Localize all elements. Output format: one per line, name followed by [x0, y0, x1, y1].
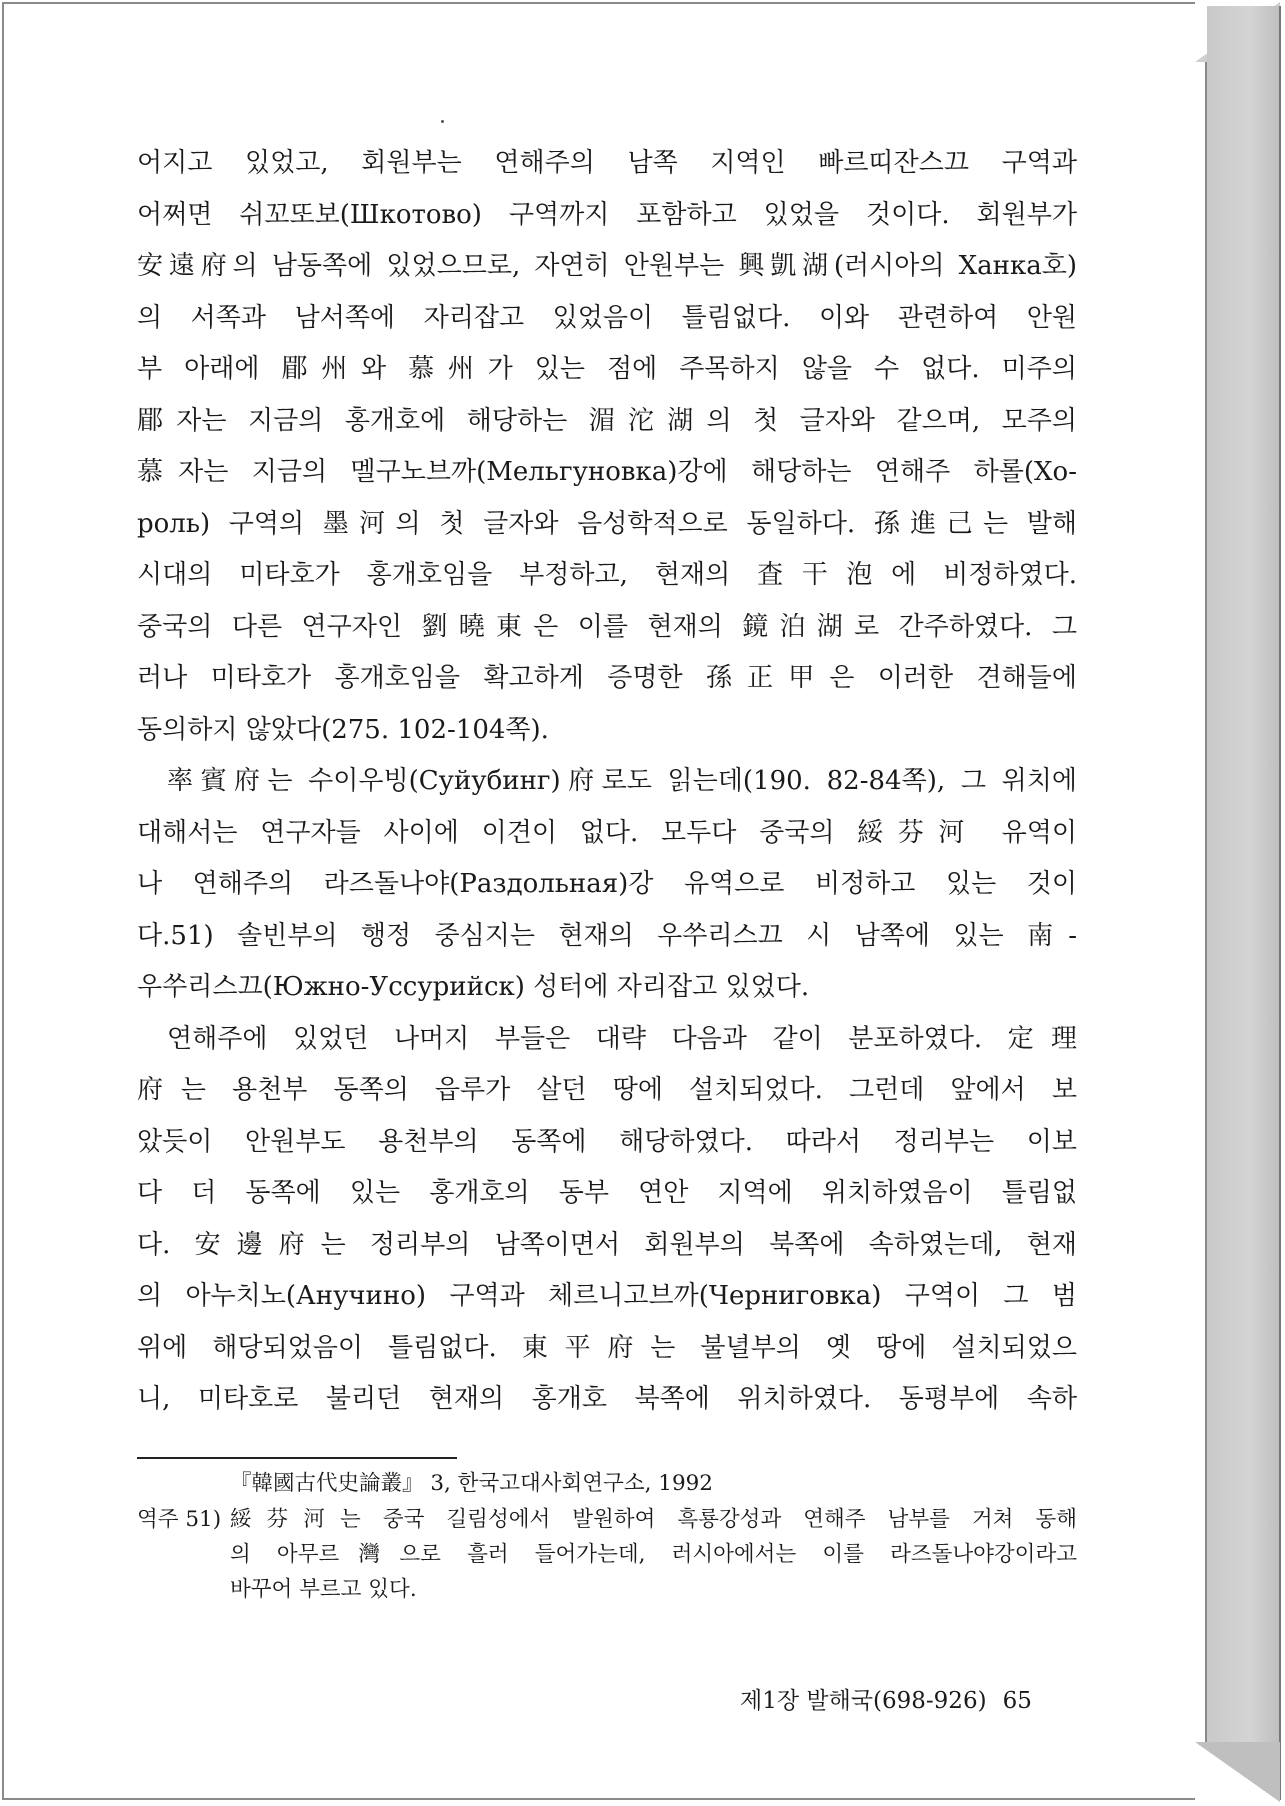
body-line: 府는 용천부 동쪽의 읍루가 살던 땅에 설치되었다. 그런데 앞에서 보 — [137, 1075, 1077, 1105]
body-line: 어지고 있었고, 회원부는 연해주의 남쪽 지역인 빠르띠잔스끄 구역과 — [137, 148, 1077, 178]
body-text — [137, 138, 1077, 1426]
body-line: 연해주에 있었던 나머지 부들은 대략 다음과 같이 분포하였다. 定理 — [167, 1023, 1077, 1054]
body-line: 어쩌면 쉬꼬또보(Шкотово) 구역까지 포함하고 있었을 것이다. 회원부가 — [137, 199, 1077, 230]
page-number: 65 — [1002, 1688, 1032, 1714]
body-line: 러나 미타호가 홍개호임을 확고하게 증명한 孫正甲은 이러한 견해들에 — [137, 663, 1077, 693]
footnote-line: 의 아무르灣으로 흘러 들어가는데, 러시아에서는 이를 라즈돌나야강이라고 — [230, 1542, 1077, 1567]
footnote-rule — [137, 1457, 457, 1459]
body-line: 慕자는 지금의 멜구노브까(Мельгуновка)강에 해당하는 연해주 하롤(Хо- — [137, 457, 1077, 487]
body-line: 중국의 다른 연구자인 劉曉東은 이를 현재의 鏡泊湖로 간주하였다. 그 — [137, 611, 1077, 642]
book-page-edge — [1207, 6, 1281, 1800]
footnote-row — [137, 1537, 1077, 1572]
page-footer — [740, 1682, 1032, 1715]
body-line: 의 아누치노(Анучино) 구역과 체르니고브까(Черниговка) 구역이 그 범 — [137, 1281, 1077, 1311]
body-line: 았듯이 안원부도 용천부의 동쪽에 해당하였다. 따라서 정리부는 이보 — [137, 1126, 1077, 1157]
body-line: 나 연해주의 라즈돌나야(Раздольная)강 유역으로 비정하고 있는 것이 — [137, 869, 1077, 899]
body-line: 동의하지 않았다(275. 102-104쪽). — [137, 714, 549, 745]
body-line: 다.51) 솔빈부의 행정 중심지는 현재의 우쑤리스끄 시 남쪽에 있는 南- — [137, 920, 1077, 951]
body-line: 다 더 동쪽에 있는 홍개호의 동부 연안 지역에 위치하였음이 틀림없 — [137, 1178, 1077, 1208]
body-line: 다. 安邊府는 정리부의 남쪽이면서 회원부의 북쪽에 속하였는데, 현재 — [137, 1229, 1077, 1260]
body-line: 率賓府는 수이우빙(Суйубинг)府로도 읽는데(190. 82-84쪽), 그 위치에 — [167, 766, 1077, 796]
body-line: 니, 미타호로 불리던 현재의 홍개호 북쪽에 위치하였다. 동평부에 속하 — [137, 1384, 1077, 1414]
footnote-marker: 역주 51) — [137, 1507, 222, 1532]
body-line: 시대의 미타호가 홍개호임을 부정하고, 현재의 査干泡에 비정하였다. — [137, 560, 1077, 590]
footnotes — [137, 1466, 1077, 1607]
book-edge-bottom — [1195, 1742, 1280, 1802]
body-line: 대해서는 연구자들 사이에 이견이 없다. 모두다 중국의 綏芬河 유역이 — [137, 817, 1077, 848]
body-line: 郿자는 지금의 홍개호에 해당하는 湄沱湖의 첫 글자와 같으며, 모주의 — [137, 405, 1077, 436]
footnote-row — [137, 1502, 1077, 1537]
footnote-row — [137, 1572, 1077, 1607]
footnote-line: 바꾸어 부르고 있다. — [230, 1577, 417, 1602]
body-line: 부 아래에 郿州와 慕州가 있는 점에 주목하지 않을 수 없다. 미주의 — [137, 354, 1077, 384]
body-line: роль) 구역의 墨河의 첫 글자와 음성학적으로 동일하다. 孫進己는 발해 — [137, 508, 1077, 539]
body-line: 安遠府의 남동쪽에 있었으므로, 자연히 안원부는 興凱湖(러시아의 Xанка호) — [137, 251, 1077, 281]
body-line: 의 서쪽과 남서쪽에 자리잡고 있었음이 틀림없다. 이와 관련하여 안원 — [137, 302, 1077, 333]
body-line: 우쑤리스끄(Южно-Уссурийск) 성터에 자리잡고 있었다. — [137, 972, 810, 1002]
footnote-line: 綏芬河는 중국 길림성에서 발원하여 흑룡강성과 연해주 남부를 거쳐 동해 — [230, 1507, 1077, 1532]
footnote-source: 『韓國古代史論叢』 3, 한국고대사회연구소, 1992 — [230, 1471, 713, 1496]
chapter-title: 제1장 발해국(698-926) — [740, 1688, 987, 1714]
body-line: 위에 해당되었음이 틀림없다. 東平府는 불녈부의 옛 땅에 설치되었으 — [137, 1332, 1077, 1363]
page-speck — [441, 120, 444, 123]
